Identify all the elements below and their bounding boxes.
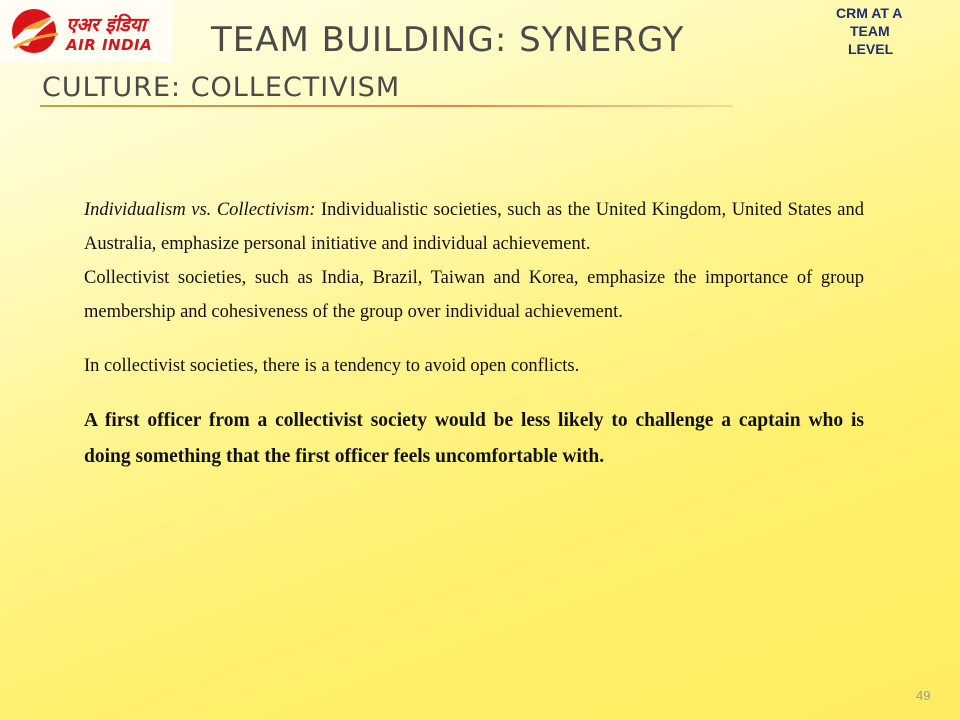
title-underline bbox=[40, 105, 733, 107]
logo-english-wordmark: AIR INDIA bbox=[66, 36, 153, 54]
logo-hindi-wordmark: एअर इंडिया bbox=[66, 14, 146, 36]
paragraph-first-officer: A first officer from a collectivist society would be less likely to challenge a captain who is doing something that the first officer feels uncomfortable with. bbox=[84, 410, 864, 467]
paragraph-avoid-conflict: In collectivist societies, there is a tendency to avoid open conflicts. bbox=[84, 356, 580, 376]
section-label-line-3: LEVEL bbox=[848, 41, 894, 57]
page-number: 49 bbox=[916, 688, 931, 703]
air-india-logo bbox=[0, 0, 172, 62]
paragraph-spacer bbox=[84, 383, 864, 403]
paragraph-collectivism: Collectivist societies, such as India, Brazil, Taiwan and Korea, emphasize the importance of group membership and cohesiveness of the group over individual achievement. bbox=[84, 268, 864, 322]
section-label-line-2: TEAM bbox=[850, 23, 890, 39]
paragraph-individualism bbox=[84, 193, 864, 261]
section-label bbox=[832, 4, 942, 58]
term-individualism-vs-collectivism: Individualism vs. Collectivism: bbox=[84, 200, 316, 220]
paragraph-individualism-text: Individualistic societies, such as the United Kingdom, United States and Australia, emphasize personal initiative and individual achievement. bbox=[84, 200, 864, 254]
paragraph-spacer bbox=[84, 329, 864, 349]
slide-subtitle: CULTURE: COLLECTIVISM bbox=[42, 72, 401, 103]
section-label-line-1: CRM AT A bbox=[836, 5, 903, 21]
slide-title: TEAM BUILDING: SYNERGY bbox=[211, 20, 685, 60]
body-text bbox=[84, 193, 864, 475]
